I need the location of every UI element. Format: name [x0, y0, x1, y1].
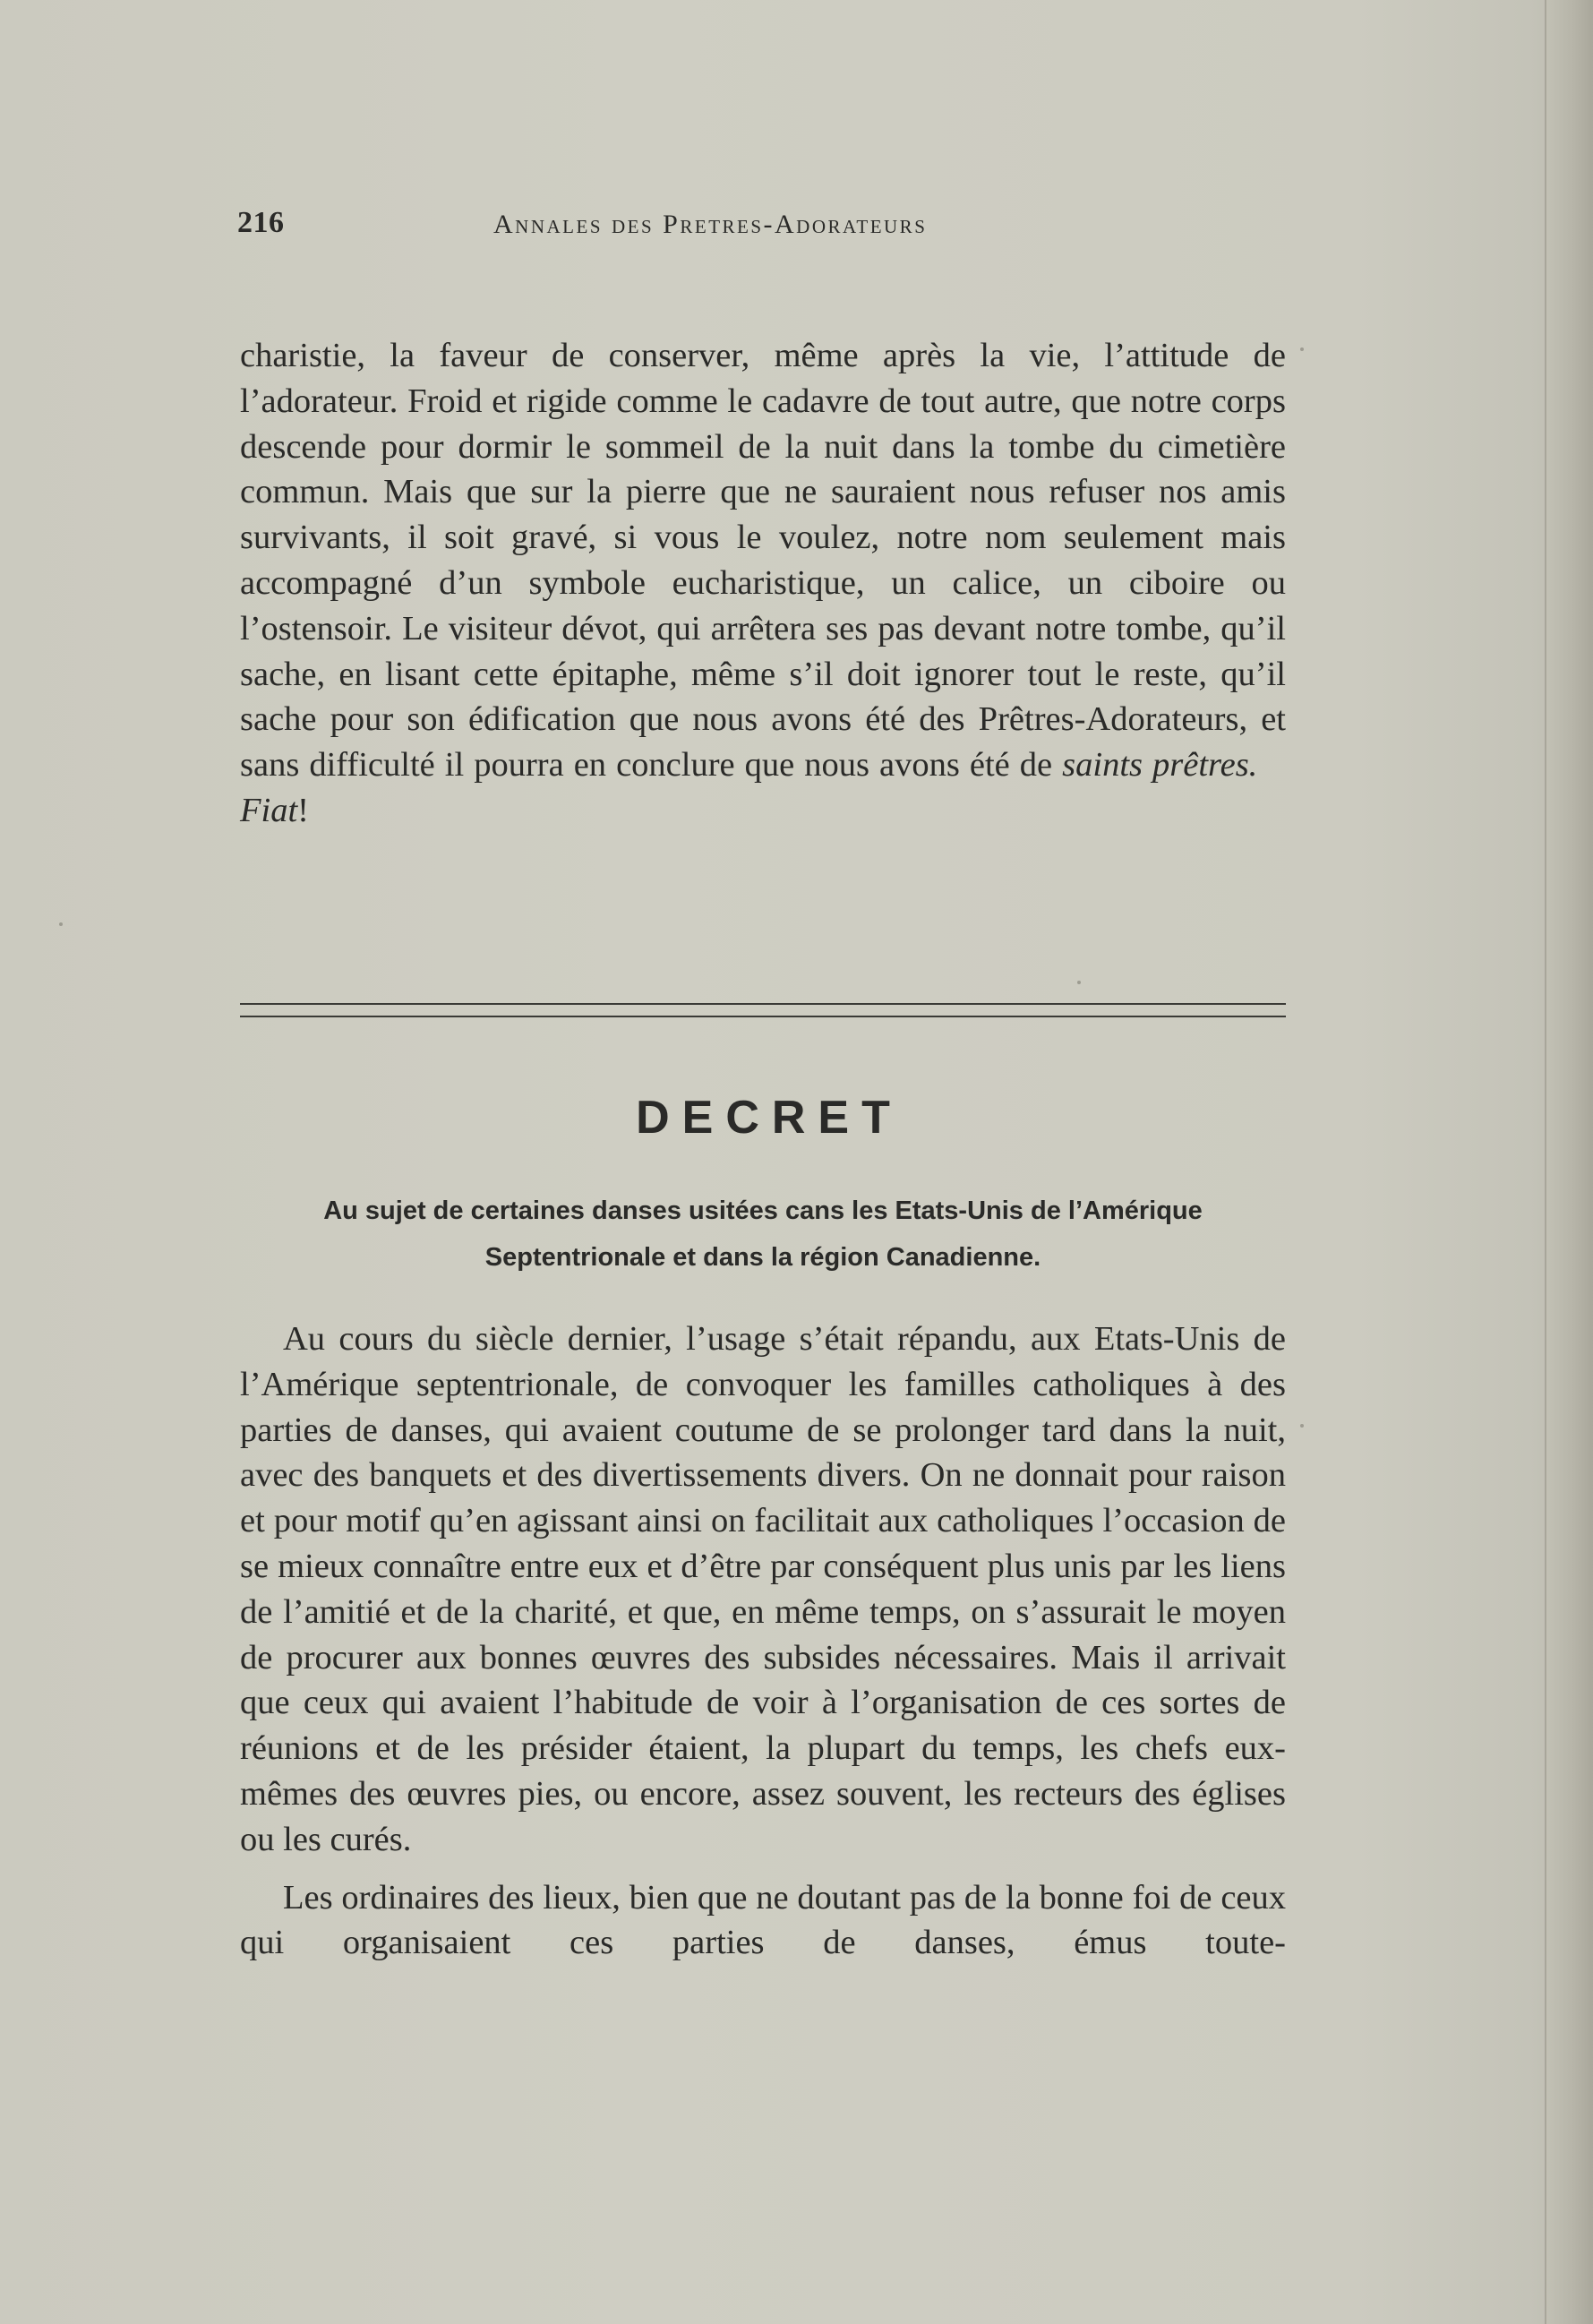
section-divider-bottom	[240, 1016, 1286, 1017]
closing-mark: !	[297, 791, 309, 829]
decree-paragraph: Au cours du siècle dernier, l’usage s’était répandu, aux Etats-Unis de l’Amérique septentrionale, de convoquer les familles catholiques à des parties de danses, qui avaient coutume de se prolonger tard dans la nuit, avec des banquets et des divertissements divers. On ne donnait pour raison et pour motif qu’en agissant ainsi on facilitait aux catholiques l’occasion de se mieux connaître entre eux et d’être par conséquent plus unis par les liens de l’amitié et de la charité, et que, en même temps, on s’assurait le moyen de procurer aux bonnes œuvres des subsides nécessaires. Mais il arrivait que ceux qui avaient l’habitude de voir à l’organisation de ces sortes de réunions et de les présider étaient, la plupart du temps, les chefs eux-mêmes des œuvres pies, ou encore, assez souvent, les recteurs des églises ou les curés.	[240, 1320, 1286, 1858]
continued-paragraph	[240, 333, 1286, 834]
running-title: Annales des Pretres-Adorateurs	[493, 210, 928, 239]
paragraph-text	[240, 333, 1286, 834]
paper-speck	[1300, 1424, 1304, 1428]
page-edge	[1545, 0, 1593, 2324]
decree-body	[240, 1316, 1286, 1978]
decree-subtitle: Au sujet de certaines danses usitées cans les Etats-Unis de l’Amérique Septentrionale et dans la région Canadienne.	[323, 1196, 1203, 1272]
running-head	[237, 206, 1285, 245]
paragraph-start: charistie, la faveur de conserver, même après la vie, l’attitude de l’adorateur. Froid et rigide comme le cadavre de tout autre, que notre corps descende pour dormir le sommeil de la nuit dans la tombe du cimetière commun. Mais que sur la pierre que ne sauraient nous refuser nos amis survivants, il soit gravé, si vous le voulez, notre nom seulement mais accompagné d’un symbole eucharistique, un calice, un ciboire ou l’ostensoir. Le visiteur dévot, qui arrêtera ses pas devant notre tombe, qu’il sache, en lisant cette épitaphe, même s’il doit ignorer tout le reste, qu’il sache pour son édification que nous avons été des Prêtres-Adorateurs, et sans difficulté il pourra en conclure que nous avons été de	[240, 337, 1286, 785]
italic-phrase: saints prêtres.	[1062, 746, 1258, 785]
paper-speck	[1077, 981, 1081, 984]
section-divider-top	[240, 1003, 1286, 1005]
decree-paragraph: Les ordinaires des lieux, bien que ne doutant pas de la bonne foi de ceux qui organisaient ces parties de danses, émus toute-	[240, 1878, 1286, 1962]
paper-speck	[59, 922, 63, 926]
paper-speck	[1300, 347, 1304, 351]
italic-closing: Fiat	[240, 791, 298, 829]
decree-title: DECRET	[636, 1092, 903, 1144]
page-number: 216	[237, 206, 285, 239]
